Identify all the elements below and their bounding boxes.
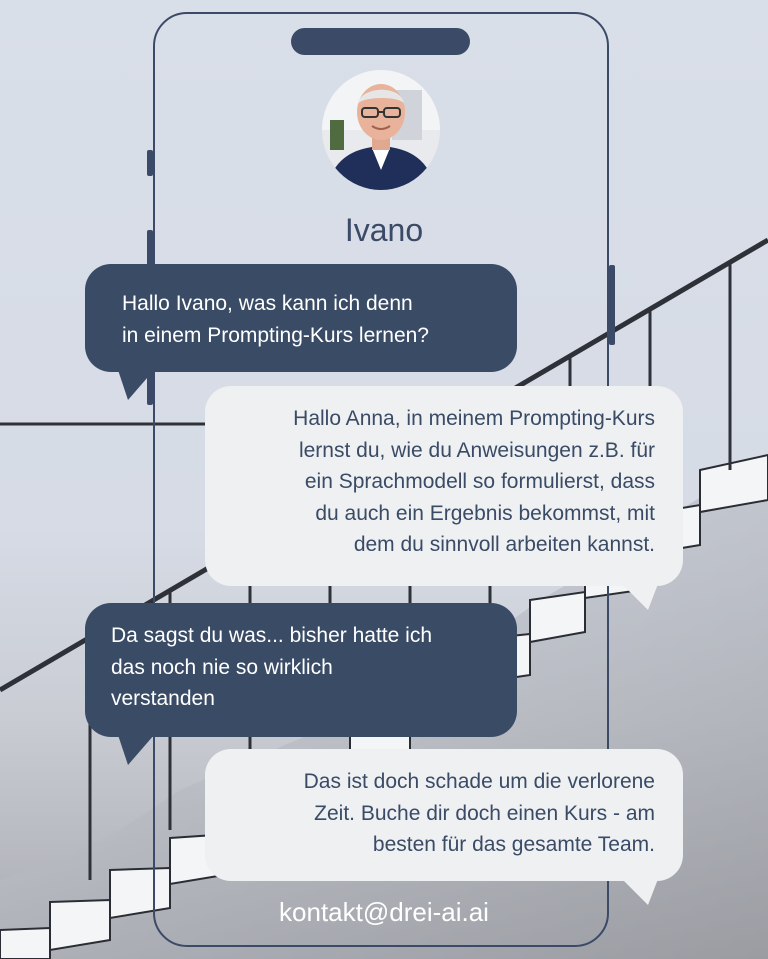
message-line: du auch ein Ergebnis bekommst, mit [315,501,655,525]
avatar [322,70,440,190]
message-line: Zeit. Buche dir doch einen Kurs - am [314,801,655,825]
message-bubble-received [205,386,683,586]
contact-name: Ivano [344,212,424,248]
message-line: lernst du, wie du Anweisungen z.B. für [298,438,655,462]
avatar-photo [322,70,440,190]
message-line: Das ist doch schade um die verlorene [303,770,655,793]
message-line: besten für das gesamte Team. [372,833,655,856]
message-bubble-received [205,749,683,881]
contact-email-link[interactable]: kontakt@drei-ai.ai [279,897,489,927]
message-bubble-sent [85,603,517,737]
message-line: das noch nie so wirklich [111,655,333,679]
message-line: in einem Prompting-Kurs lernen? [122,323,429,347]
message-bubble-sent [85,264,517,372]
message-line: Hallo Anna, in meinem Prompting-Kurs [293,407,655,430]
bubble-tail [118,370,154,400]
message-line: ein Sprachmodell so formulierst, dass [304,470,655,493]
phone-side-button [147,150,153,176]
message-line: Da sagst du was... bisher hatte ich [111,624,432,647]
phone-side-button [609,265,615,345]
message-line: verstanden [111,687,215,710]
phone-notch [291,28,470,55]
message-line: Hallo Ivano, was kann ich denn [122,292,413,315]
bubble-tail [622,584,658,610]
message-line: dem du sinnvoll arbeiten kannst. [353,533,655,556]
bubble-tail [118,735,154,765]
